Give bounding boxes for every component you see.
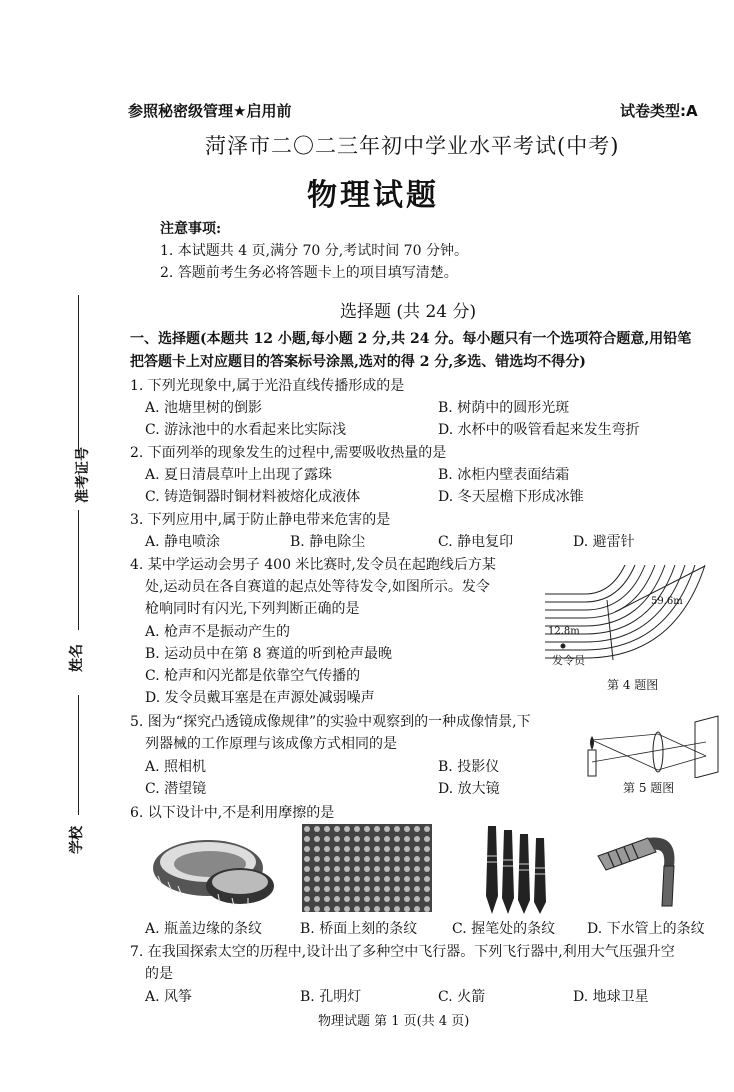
name-label: 姓名 [69,644,85,672]
bottle-cap-image [148,828,278,913]
pen-grip-image [478,826,558,914]
subject-title: 物理试题 [307,178,439,213]
notice-item-1: 1. 本试题共 4 页,满分 70 分,考试时间 70 分钟。 [160,243,468,259]
q7-option-c: C. 火箭 [438,989,486,1005]
section-title: 选择题 (共 24 分) [340,302,477,322]
q1-stem: 1. 下列光现象中,属于光沿直线传播形成的是 [130,378,405,394]
q7-option-b: B. 孔明灯 [300,989,362,1005]
q5-stem-1: 5. 图为“探究凸透镜成像规律”的实验中观察到的一种成像情景,下 [130,714,531,730]
binding-line [78,295,79,455]
q3-option-d: D. 避雷针 [573,534,635,550]
drain-pipe-image [588,826,688,912]
q3-stem: 3. 下列应用中,属于防止静电带来危害的是 [130,512,391,528]
q6-option-a: A. 瓶盖边缘的条纹 [145,921,263,937]
q5-option-a: A. 照相机 [145,759,207,775]
q3-option-c: C. 静电复印 [438,534,514,550]
instruction-line-2: 把答题卡上对应题目的答案标号涂黑,选对的得 2 分,多选、错选均不得分) [130,354,586,370]
q5-stem-2: 列器械的工作原理与该成像方式相同的是 [145,736,397,752]
q2-option-a: A. 夏日清晨草叶上出现了露珠 [145,467,333,483]
track-label-59-6m: 59.6m [651,596,683,607]
q3-option-b: B. 静电除尘 [290,534,366,550]
q2-option-d: D. 冬天屋檐下形成冰锥 [438,489,584,505]
instruction-line-1: 一、选择题(本题共 12 小题,每小题 2 分,共 24 分。每小题只有一个选项符合题意,用铅笔 [130,331,692,347]
q1-option-c: C. 游泳池中的水看起来比实际浅 [145,422,347,438]
q2-stem: 2. 下面列举的现象发生的过程中,需要吸收热量的是 [130,445,447,461]
q1-option-b: B. 树荫中的圆形光斑 [438,400,570,416]
q4-stem-1: 4. 某中学运动会男子 400 米比赛时,发令员在起跑线后方某 [130,557,496,573]
q4-option-c: C. 枪声和闪光都是依靠空气传播的 [145,668,361,684]
q4-option-d: D. 发令员戴耳塞是在声源处减弱噪声 [145,690,375,706]
q5-option-d: D. 放大镜 [438,781,500,797]
q4-option-b: B. 运动员中在第 8 赛道的听到枪声最晚 [145,646,392,662]
exam-number-label: 准考证号 [75,447,91,503]
binding-line [78,695,79,815]
lens-experiment-figure [580,712,720,778]
q1-option-d: D. 水杯中的吸管看起来发生弯折 [438,422,640,438]
starter-label: 发令员 [552,654,585,667]
school-label: 学校 [69,826,85,854]
q5-option-b: B. 投影仪 [438,759,500,775]
fig4-caption: 第 4 题图 [607,678,659,692]
q7-option-d: D. 地球卫星 [573,989,649,1005]
q6-option-d: D. 下水管上的条纹 [587,921,705,937]
page-footer: 物理试题 第 1 页(共 4 页) [318,1014,470,1029]
q7-option-a: A. 风筝 [145,989,193,1005]
q2-option-b: B. 冰柜内壁表面结霜 [438,467,570,483]
notice-heading: 注意事项: [160,221,222,237]
paper-type-label: 试卷类型:A [620,102,698,120]
q3-option-a: A. 静电喷涂 [145,534,221,550]
q4-stem-2: 处,运动员在各自赛道的起点处等待发令,如图所示。发令 [145,579,490,595]
q7-stem-2: 的是 [145,966,173,982]
binding-line [78,510,79,630]
q1-option-a: A. 池塘里树的倒影 [145,400,263,416]
q4-option-a: A. 枪声不是振动产生的 [145,624,291,640]
q6-stem: 6. 以下设计中,不是利用摩擦的是 [130,805,335,821]
q6-option-c: C. 握笔处的条纹 [452,921,556,937]
q4-stem-3: 枪响同时有闪光,下列判断正确的是 [145,601,360,617]
q6-option-b: B. 桥面上刻的条纹 [300,921,418,937]
confidentiality-label: 参照秘密级管理★启用前 [128,102,292,120]
bridge-surface-image [302,824,432,912]
q2-option-c: C. 铸造铜器时铜材料被熔化成液体 [145,489,361,505]
fig5-caption: 第 5 题图 [623,781,675,795]
q5-option-c: C. 潜望镜 [145,781,207,797]
notice-item-2: 2. 答题前考生务必将答题卡上的项目填写清楚。 [160,265,458,281]
exam-title: 菏泽市二〇二三年初中学业水平考试(中考) [205,134,620,158]
q7-stem-1: 7. 在我国探索太空的历程中,设计出了多种空中飞行器。下列飞行器中,利用大气压强升空 [130,944,675,960]
track-label-12-8m: 12.8m [548,626,580,637]
